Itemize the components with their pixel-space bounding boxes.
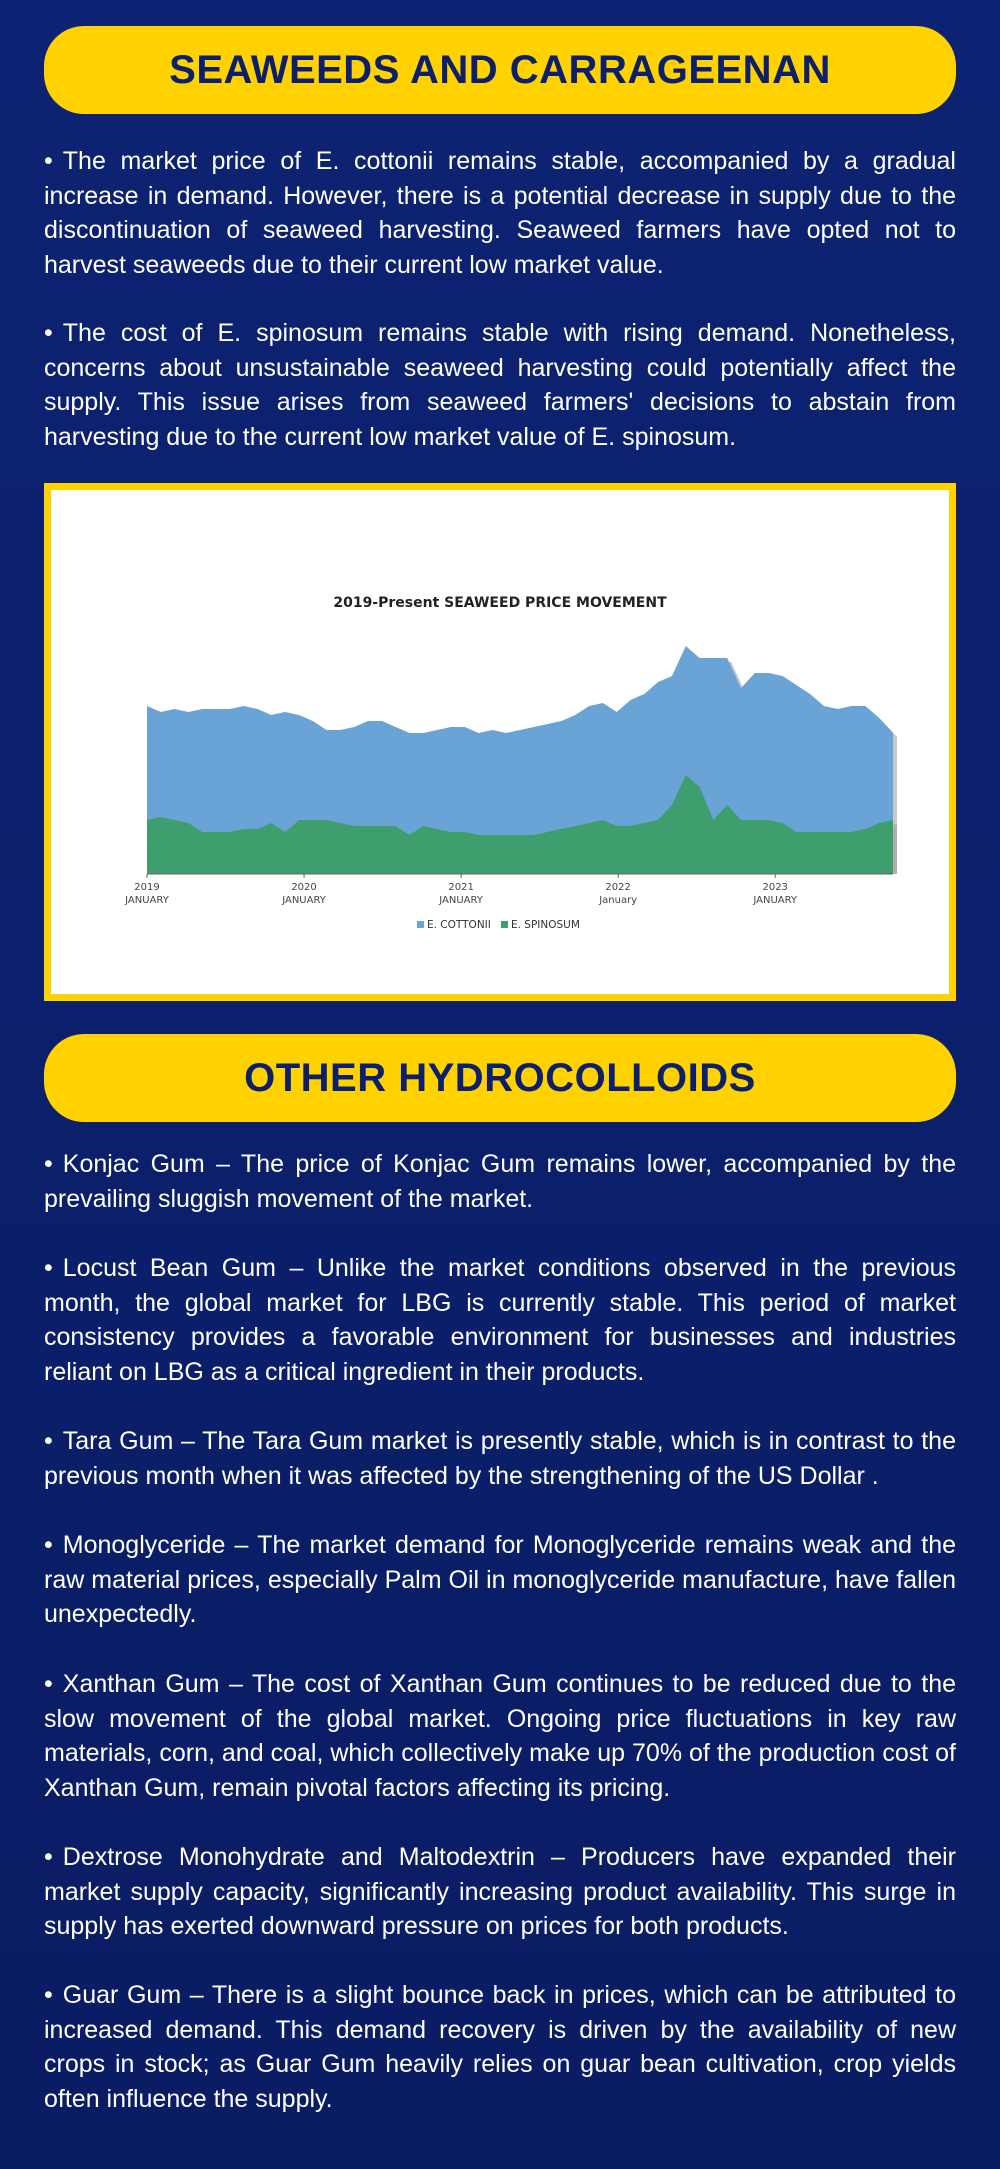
section-banner-hydrocolloids [44,1034,956,1122]
x-tick-label-month: JANUARY [753,895,798,906]
x-axis-ticks [124,874,798,906]
legend-label-spinosum: E. SPINOSUM [511,919,580,931]
section-banner-seaweeds [44,26,956,114]
bullet-icon: • [44,1531,53,1559]
bullet-icon: • [44,1981,53,2009]
chart-series-layer [147,646,893,874]
chart-title: 2019-Present SEAWEED PRICE MOVEMENT [333,595,667,611]
x-tick-label-year: 2019 [134,882,160,893]
bullet-icon: • [44,1670,53,1698]
section-title: OTHER HYDROCOLLOIDS [244,1055,756,1100]
x-tick-label-month: JANUARY [282,895,326,906]
paragraph-spinosum: • The cost of E. spinosum remains stable with rising demand. Nonetheless, concerns about unsustainable seaweed harvesting could potentially affect the supply. This issue arises from seaweed farmers' decisions to abstain from harvesting due to the current low market value of E. spinosum. [44,316,956,454]
x-tick-label-month: JANUARY [439,895,483,906]
x-tick-label-year: 2020 [291,882,317,893]
bullet-icon: • [44,319,53,347]
bullet-icon: • [44,1427,53,1455]
section-title: SEAWEEDS AND CARRAGEENAN [169,47,831,92]
paragraph-xanthan-gum: • Xanthan Gum – The cost of Xanthan Gum continues to be reduced due to the slow movement of the global market. Ongoing price fluctuations in key raw materials, corn, and coal, which collectively make up 70% of the production cost of Xanthan Gum, remain pivotal factors affecting its pricing. [44,1667,956,1805]
paragraph-konjac-gum: • Konjac Gum – The price of Konjac Gum remains lower, accompanied by the prevailing sluggish movement of the market. [44,1147,956,1216]
paragraph-locust-bean-gum: • Locust Bean Gum – Unlike the market conditions observed in the previous month, the global market for LBG is currently stable. This period of market consistency provides a favorable environment for businesses and industries reliant on LBG as a critical ingredient in their products. [44,1251,956,1389]
paragraph-dextrose-maltodextrin: • Dextrose Monohydrate and Maltodextrin – Producers have expanded their market supply capacity, significantly increasing product availability. This surge in supply has exerted downward pressure on prices for both products. [44,1840,956,1944]
paragraph-guar-gum: • Guar Gum – There is a slight bounce back in prices, which can be attributed to increased demand. This demand recovery is driven by the availability of new crops in stock; as Guar Gum heavily relies on guar bean cultivation, crop yields often influence the supply. [44,1978,956,2116]
paragraph-tara-gum: • Tara Gum – The Tara Gum market is presently stable, which is in contrast to the previous month when it was affected by the strengthening of the US Dollar . [44,1424,956,1493]
chart-frame [44,483,956,1001]
bullet-icon: • [44,147,53,175]
x-tick-label-year: 2023 [762,882,788,893]
paragraph-monoglyceride: • Monoglyceride – The market demand for Monoglyceride remains weak and the raw material prices, especially Palm Oil in monoglyceride manufacture, have fallen unexpectedly. [44,1528,956,1632]
x-tick-label-year: 2021 [448,882,474,893]
chart-legend [417,919,580,931]
legend-label-cottonii: E. COTTONII [427,919,491,931]
legend-swatch-cottonii [417,921,424,928]
x-tick-label-year: 2022 [605,882,631,893]
legend-swatch-spinosum [501,921,508,928]
bullet-icon: • [44,1254,53,1282]
chart-canvas [51,490,949,994]
x-tick-label-month: January [599,895,638,906]
bullet-icon: • [44,1150,53,1178]
x-tick-label-month: JANUARY [125,895,169,906]
bullet-icon: • [44,1843,53,1871]
seaweed-price-chart [51,490,949,994]
paragraph-cottonii: • The market price of E. cottonii remains stable, accompanied by a gradual increase in demand. However, there is a potential decrease in supply due to the discontinuation of seaweed harvesting. Seaweed farmers have opted not to harvest seaweeds due to their current low market value. [44,144,956,282]
